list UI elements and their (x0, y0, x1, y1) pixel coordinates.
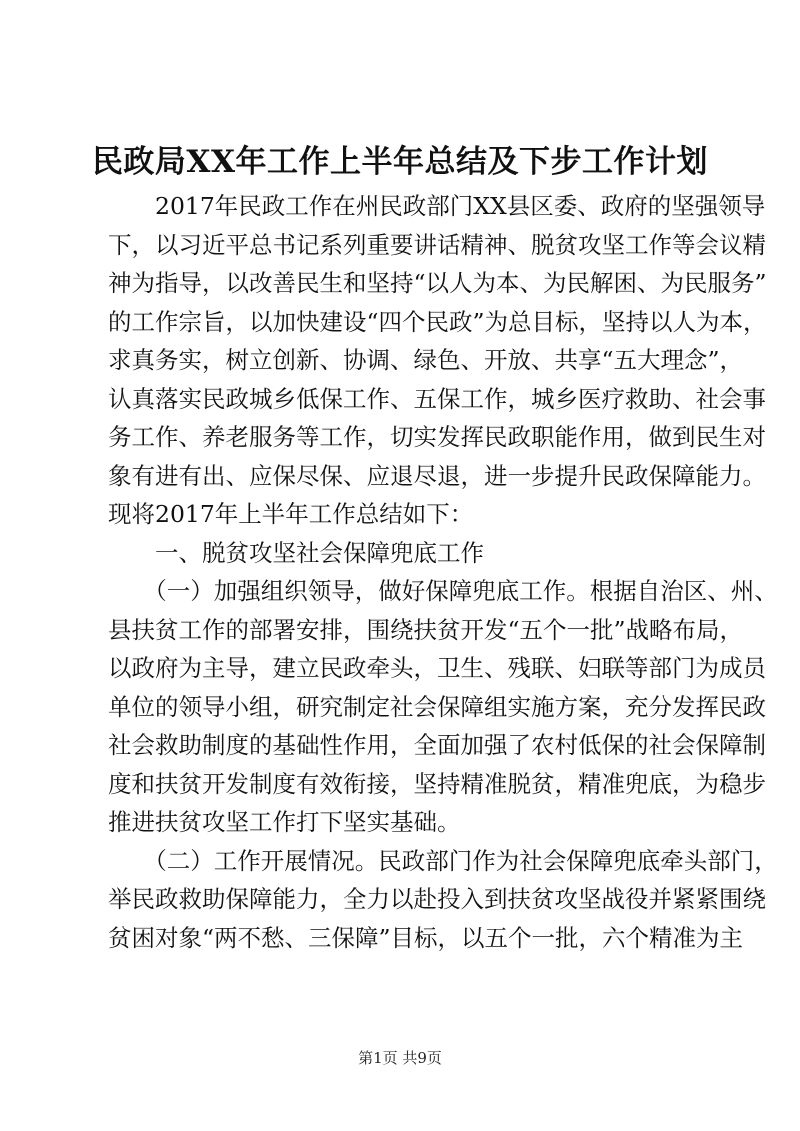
paragraph-line: 下，以习近平总书记系列重要讲话精神、脱贫攻坚工作等会议精 (108, 230, 766, 259)
paragraph-line: 务工作、养老服务等工作，切实发挥民政职能作用，做到民生对 (108, 423, 766, 451)
paragraph-line: 象有进有出、应保尽保、应退尽退，进一步提升民政保障能力。 (108, 461, 766, 490)
paragraph-line: （一）加强组织领导，做好保障兜底工作。根据自治区、州、 (108, 577, 778, 605)
paragraph-line: 单位的领导小组，研究制定社会保障组实施方案，充分发挥民政 (108, 692, 766, 721)
section-heading: 一、脱贫攻坚社会保障兜底工作 (108, 538, 484, 567)
paragraph-line: 度和扶贫开发制度有效衔接，坚持精准脱贫，精准兜底，为稳步 (108, 769, 766, 798)
paragraph-line: 2017年民政工作在州民政部门XX县区委、政府的坚强领导 (108, 192, 766, 220)
paragraph-line: 举民政救助保障能力，全力以赴投入到扶贫攻坚战役并紧紧围绕 (108, 885, 766, 913)
paragraph-line: 现将2017年上半年工作总结如下： (108, 500, 474, 528)
paragraph-line: 贫困对象“两不愁、三保障”目标，以五个一批，六个精准为主 (108, 923, 744, 952)
paragraph-line: 神为指导，以改善民生和坚持“以人为本、为民解困、为民服务” (108, 269, 767, 297)
paragraph-line: 推进扶贫攻坚工作打下坚实基础。 (108, 808, 461, 836)
paragraph-line: 以政府为主导，建立民政牵头，卫生、残联、妇联等部门为成员 (108, 654, 766, 682)
paragraph-line: 县扶贫工作的部署安排，围绕扶贫开发“五个一批”战略布局， (108, 615, 744, 644)
paragraph-line: 认真落实民政城乡低保工作、五保工作，城乡医疗救助、社会事 (108, 384, 766, 413)
paragraph-line: 的工作宗旨，以加快建设“四个民政”为总目标，坚持以人为本， (108, 307, 767, 336)
paragraph-line: 社会救助制度的基础性作用，全面加强了农村低保的社会保障制 (108, 731, 766, 759)
page-number: 第1页 共9页 (358, 1049, 442, 1067)
document-body (108, 187, 778, 957)
document-title: 民政局XX年工作上半年总结及下步工作计划 (91, 144, 709, 180)
paragraph-line: 求真务实，树立创新、协调、绿色、开放、共享“五大理念”， (108, 346, 744, 374)
paragraph-line: （二）工作开展情况。民政部门作为社会保障兜底牵头部门， (108, 846, 778, 875)
